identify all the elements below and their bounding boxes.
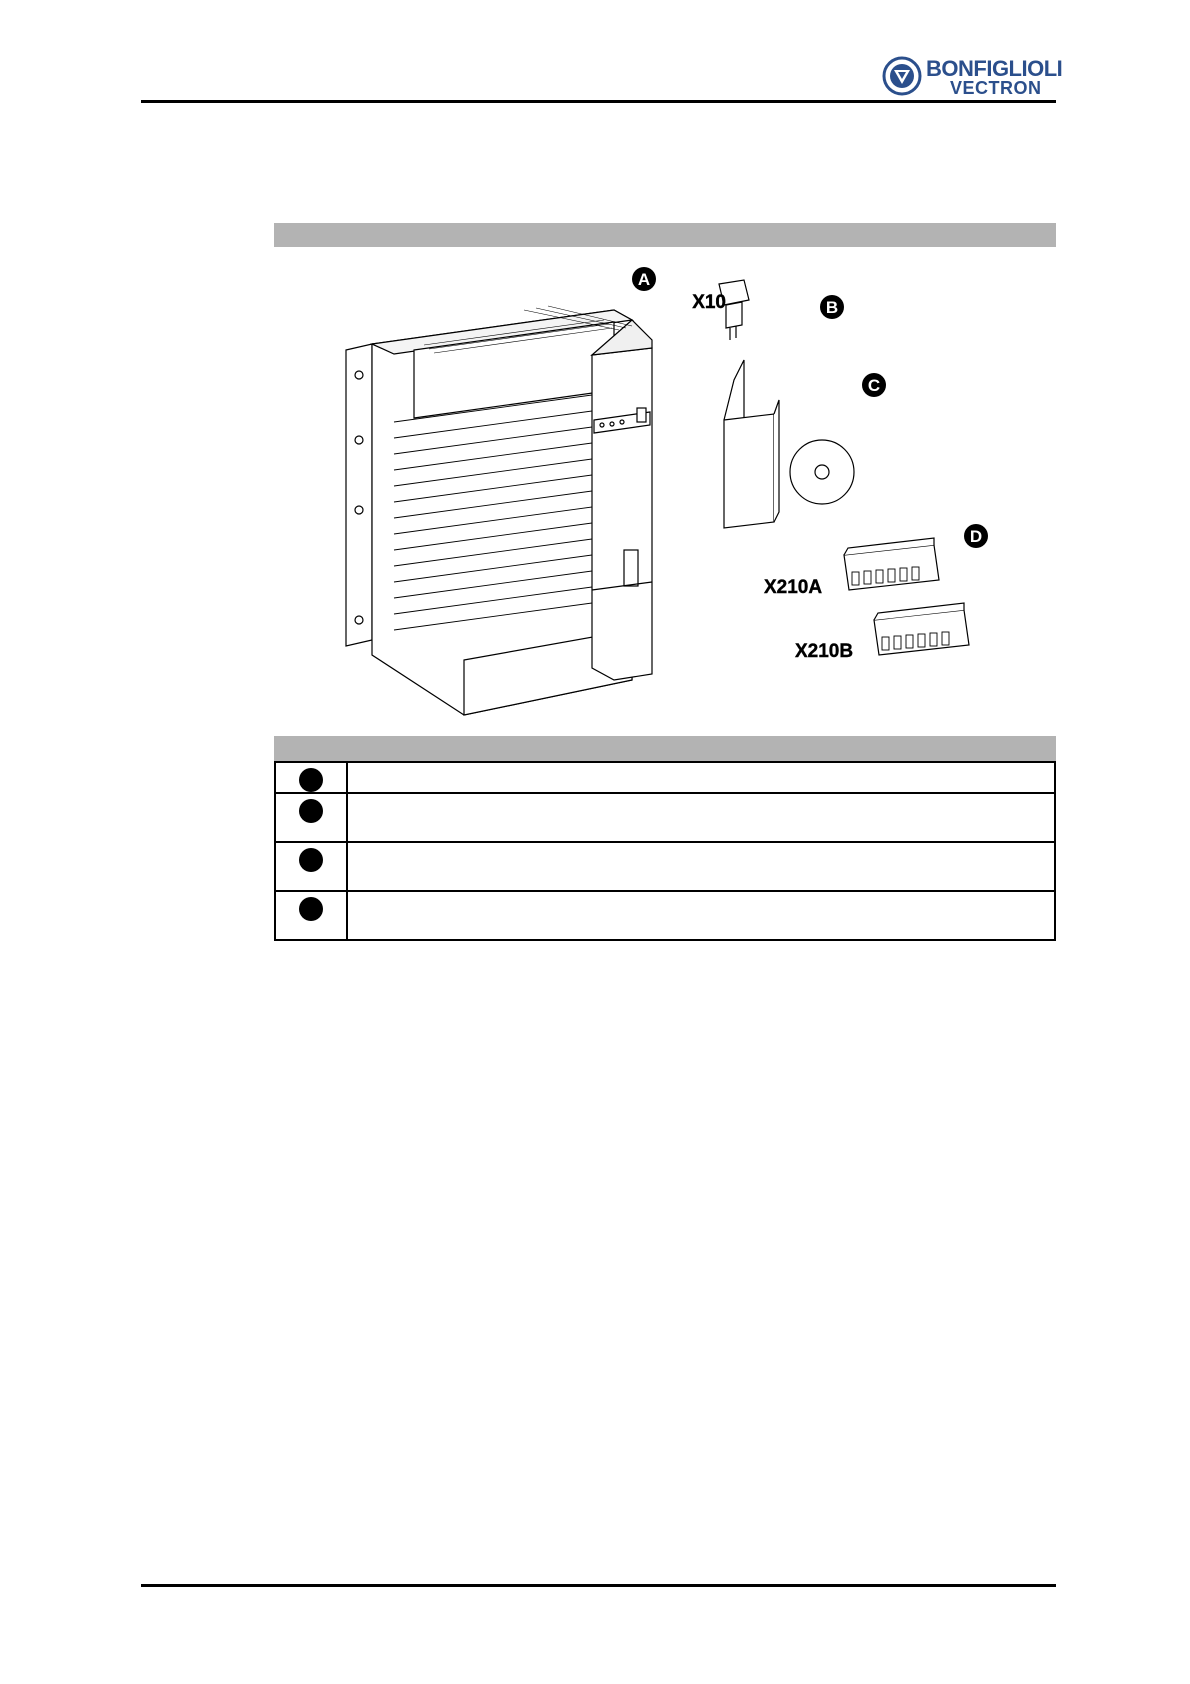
table-cell-marker	[275, 842, 347, 891]
table-cell-description	[347, 842, 1055, 891]
table-cell-marker	[275, 793, 347, 842]
figure-caption-bar	[274, 223, 1056, 247]
scope-of-supply-figure	[274, 250, 1056, 720]
footer-rule	[141, 1584, 1056, 1587]
marker-dot-a	[299, 768, 323, 792]
header-rule	[141, 100, 1056, 103]
marker-dot-b	[299, 799, 323, 823]
brand-name: BONFIGLIOLI	[926, 56, 1063, 81]
table-row	[275, 842, 1055, 891]
marker-d-letter: D	[969, 527, 983, 546]
table-cell-marker	[275, 891, 347, 940]
marker-d	[964, 524, 988, 548]
brand-subname: VECTRON	[950, 78, 1042, 98]
table-cell-marker	[275, 762, 347, 793]
table-row	[275, 793, 1055, 842]
table-header-bar	[274, 736, 1056, 761]
bonfiglioli-logo-icon	[882, 56, 922, 96]
marker-a	[632, 267, 656, 291]
terminal-strips-illustration	[844, 538, 969, 655]
marker-c-letter: C	[867, 376, 881, 395]
table-cell-description	[347, 793, 1055, 842]
scope-of-supply-table	[274, 761, 1056, 941]
marker-c	[862, 373, 886, 397]
marker-b	[820, 295, 844, 319]
label-x210a: X210A	[764, 577, 823, 598]
marker-b-letter: B	[825, 298, 839, 317]
table-cell-description	[347, 762, 1055, 793]
table-row	[275, 762, 1055, 793]
marker-a-letter: A	[637, 270, 651, 289]
inverter-illustration	[346, 306, 652, 715]
marker-dot-c	[299, 848, 323, 872]
table-cell-description	[347, 891, 1055, 940]
label-x210b: X210B	[795, 641, 854, 662]
brand-logo	[882, 54, 1062, 102]
marker-dot-d	[299, 897, 323, 921]
table-row	[275, 891, 1055, 940]
manual-and-cd-illustration	[724, 360, 854, 528]
label-x10: X10	[692, 292, 726, 313]
